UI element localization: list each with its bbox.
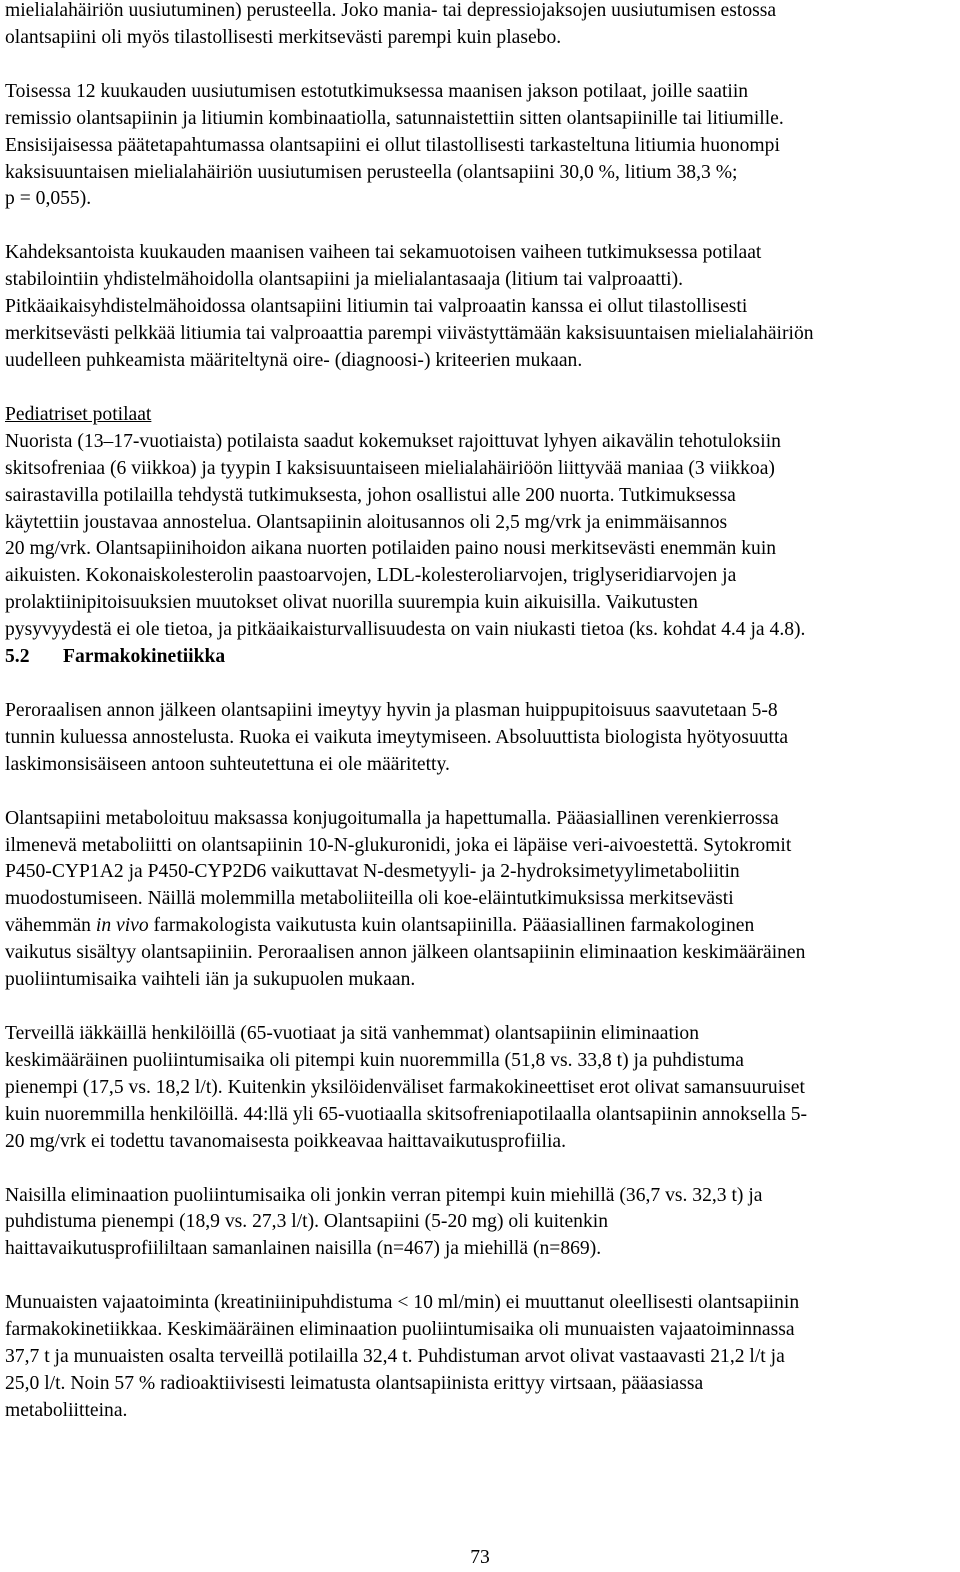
paragraph-metabolism [5,806,955,994]
text-line: Naisilla eliminaation puoliintumisaika oli jonkin verran pitempi kuin miehillä (36,7 vs. 32,3 t) ja [5,1184,763,1206]
section-number: 5.2 [5,646,30,668]
text-line: käytettiin joustavaa annostelua. Olantsapiinin aloitusannos oli 2,5 mg/vrk ja enimmäisannos [5,511,728,533]
text-line: stabilointiin yhdistelmähoidolla olantsapiini ja mielialantasaaja (litium tai valproaatti). [5,269,683,291]
text-line: pienempi (17,5 vs. 18,2 l/t). Kuitenkin yksilöidenväliset farmakokineettiset erot olivat samansuuruiset [5,1076,805,1098]
text-line: 20 mg/vrk. Olantsapiinihoidon aikana nuorten potilaiden paino nousi merkitsevästi enemmän kuin [5,538,777,560]
text-line: Olantsapiini metaboloituu maksassa konjugoitumalla ja hapettumalla. Pääasiallinen verenkierrossa [5,807,779,829]
text-line: aikuisten. Kokonaiskolesterolin paastoarvojen, LDL-kolesteroliarvojen, triglyseridiarvojen ja [5,565,737,587]
text-line: keskimääräinen puoliintumisaika oli pitempi kuin nuoremmilla (51,8 vs. 33,8 t) ja puhdistuma [5,1049,745,1071]
text-line: vaikutus sisältyy olantsapiiniin. Peroraalisen annon jälkeen olantsapiinin eliminaation keskimääräinen [5,942,806,964]
page-number: 73 [470,1547,490,1568]
text-line: skitsofreniaa (6 viikkoa) ja tyypin I kaksisuuntaiseen mielialahäiriöön liittyvää maniaa (3 viikkoa) [5,457,775,479]
text-line: Peroraalisen annon jälkeen olantsapiini imeytyy hyvin ja plasman huippupitoisuus saavutetaan 5-8 [5,699,778,721]
text-line: Terveillä iäkkäillä henkilöillä (65-vuotiaat ja sitä vanhemmat) olantsapiinin eliminaation [5,1023,699,1044]
paragraph-gender [5,1183,955,1264]
text-line: kaksisuuntaisen mielialahäiriön uusiutumisen perusteella (olantsapiini 30,0 %, litium 38,3 %; [5,161,738,183]
section-heading-pharmacokinetics [5,644,955,671]
paragraph-pediatric [5,402,955,644]
text-line: tunnin kuluessa annostelusta. Ruoka ei vaikuta imeytymiseen. Absoluuttista biologista hyötyosuutta [5,726,789,748]
text-line: ilmenevä metaboliitti on olantsapiinin 10-N-glukuronidi, joka ei läpäise veri-aivoestettä. Sytokromit [5,834,792,856]
text-line: Pitkäaikaisyhdistelmähoidossa olantsapiini litiumin tai valproaatin kanssa ei ollut tilastollisesti [5,296,748,318]
text-line: 37,7 t ja munuaisten osalta terveillä potilailla 32,4 t. Puhdistuman arvot olivat vastaavasti 21,2 l/t ja [5,1346,785,1368]
paragraph-renal [5,1290,955,1425]
text-line: muodostumiseen. Näillä molemmilla metaboliiteilla oli koe-eläintutkimuksissa merkitsevästi [5,888,734,910]
paragraph-bipolar-relapse-end [5,0,955,52]
paragraph-elderly [5,1021,955,1156]
text-line: Ensisijaisessa päätetapahtumassa olantsapiini ei ollut tilastollisesti tarkasteltuna litiumia huonompi [5,134,780,156]
text-line: Munuaisten vajaatoiminta (kreatiniinipuhdistuma < 10 ml/min) ei muuttanut oleellisesti olantsapiinin [5,1292,800,1314]
text-line-in-vivo [5,913,955,940]
text-line: prolaktiinipitoisuuksien muutokset olivat nuorilla suurempia kuin aikuisilla. Vaikutusten [5,592,698,614]
text-line: sairastavilla potilailla tehdystä tutkimuksesta, johon osallistui alle 200 nuorta. Tutkimuksessa [5,484,736,506]
text-line: kuin nuoremmilla henkilöillä. 44:llä yli 65-vuotiaalla skitsofreniapotilaalla olantsapiinin annoksella 5- [5,1103,808,1125]
text-line: mielialahäiriön uusiutuminen) perusteella. Joko mania- tai depressiojaksojen uusiutumisen estossa [5,0,777,21]
pediatric-heading: Pediatriset potilaat [5,403,152,425]
text-fragment: vähemmän [5,915,96,937]
text-line: haittavaikutusprofiililtaan samanlainen naisilla (n=467) ja miehillä (n=869). [5,1238,602,1260]
text-line: puhdistuma pienempi (18,9 vs. 27,3 l/t). Olantsapiini (5-20 mg) oli kuitenkin [5,1211,608,1233]
text-line: Toisessa 12 kuukauden uusiutumisen estotutkimuksessa maanisen jakson potilaat, joille saatiin [5,80,749,102]
paragraph-absorption [5,698,955,779]
text-line: remissio olantsapiinin ja litiumin kombinaatiolla, satunnaistettiin sitten olantsapiinille tai litiumille. [5,107,784,129]
text-line: p = 0,055). [5,188,92,210]
text-line: Kahdeksantoista kuukauden maanisen vaiheen tai sekamuotoisen vaiheen tutkimuksessa potilaat [5,242,762,264]
text-line: Nuorista (13–17-vuotiaista) potilaista saadut kokemukset rajoittuvat lyhyen aikavälin tehotuloksiin [5,430,781,452]
text-line: puoliintumisaika vaihteli iän ja sukupuolen mukaan. [5,969,416,991]
text-line: P450-CYP1A2 ja P450-CYP2D6 vaikuttavat N-desmetyyli- ja 2-hydroksimetyylimetaboliitin [5,861,740,883]
in-vivo-italic: in vivo [95,915,149,937]
text-line: olantsapiini oli myös tilastollisesti merkitsevästi parempi kuin plasebo. [5,26,562,48]
text-line: farmakokinetiikkaa. Keskimääräinen eliminaation puoliintumisaika oli munuaisten vajaatoiminnassa [5,1319,795,1341]
document-page [5,0,955,1425]
text-line: metaboliitteina. [5,1399,128,1421]
text-line: laskimonsisäiseen antoon suhteutettuna ei ole määritetty. [5,753,450,775]
text-fragment: farmakologista vaikutusta kuin olantsapiinilla. Pääasiallinen farmakologinen [148,915,755,937]
paragraph-12-month-study [5,79,955,214]
paragraph-18-month-study [5,240,955,375]
text-line: 25,0 l/t. Noin 57 % radioaktiivisesti leimatusta olantsapiinista erittyy virtsaan, pääasiassa [5,1372,704,1394]
section-title: Farmakokinetiikka [63,646,226,668]
text-line: merkitsevästi pelkkää litiumia tai valproaattia parempi viivästyttämään kaksisuuntaisen mielialahäiriön [5,323,814,345]
text-line: uudelleen puhkeamista määriteltynä oire- (diagnoosi-) kriteerien mukaan. [5,349,583,371]
text-line: pysyvyydestä ei ole tietoa, ja pitkäaikaisturvallisuudesta on vain niukasti tietoa (ks. kohdat 4.4 ja 4.8). [5,619,806,641]
text-line: 20 mg/vrk ei todettu tavanomaisesta poikkeavaa haittavaikutusprofiilia. [5,1130,566,1152]
